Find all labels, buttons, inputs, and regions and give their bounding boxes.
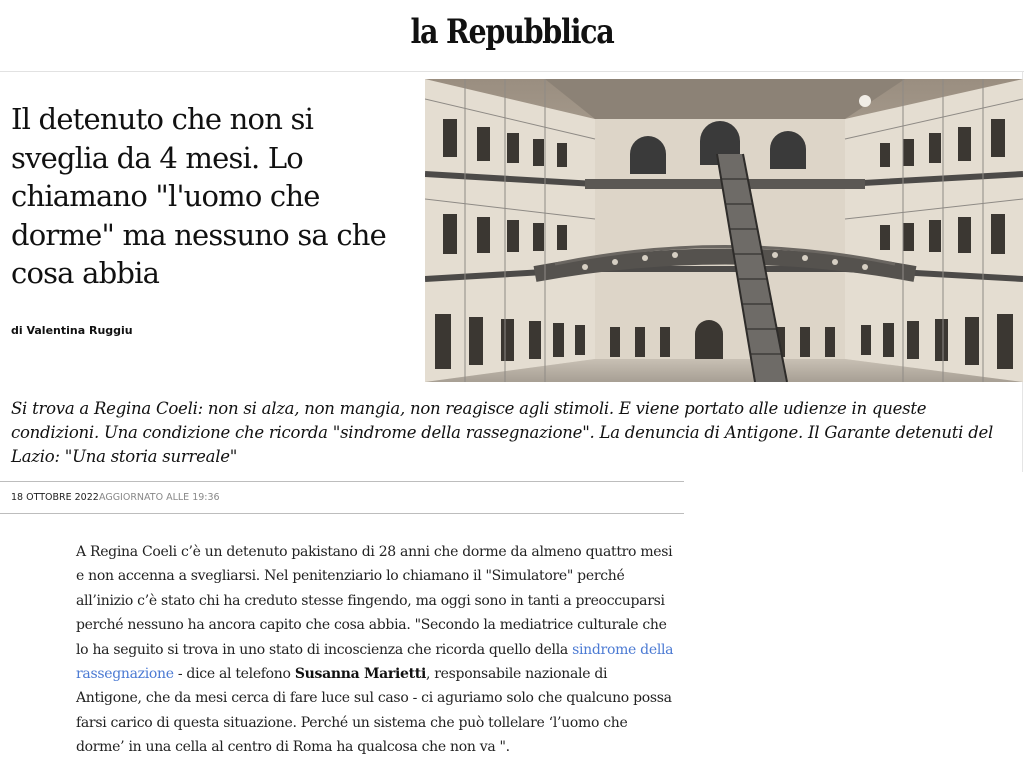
masthead	[0, 0, 1024, 72]
person-name: Susanna Marietti	[294, 666, 426, 683]
body-text: , responsabile nazionale di Antigone, che da mesi cerca di fare luce sul caso - ci aguriamo solo che qualcuno possa farsi carico di questa situazione. Perché un sistema che può tollelare ‘l’uomo che dorme’ in una cella al centro di Roma ha qualcosa che non va ".	[76, 666, 672, 756]
body-text: - dice al telefono	[173, 666, 295, 683]
article-meta	[0, 481, 684, 514]
site-logo[interactable]: la Repubblica	[410, 12, 614, 52]
article-body	[76, 540, 676, 760]
article-byline[interactable]: di Valentina Ruggiu	[11, 324, 133, 337]
body-text: A Regina Coeli c’è un detenuto pakistano di 28 anni che dorme da almeno quattro mesi e non accenna a svegliarsi. Nel penitenziario lo chiamano il "Simulatore" perché all’inizio c’è stato chi ha creduto stesse fingendo, ma oggi sono in tanti a preoccuparsi perché nessuno ha ancora capito che cosa abbia. "Secondo la mediatrice culturale che lo ha seguito si trova in uno stato di incoscienza che ricorda quello della	[76, 544, 673, 658]
article-headline: Il detenuto che non si sveglia da 4 mesi. Lo chiamano "l'uomo che dorme" ma nessuno sa che cosa abbia	[11, 102, 387, 290]
prison-interior-image	[425, 79, 1023, 382]
article-standfirst: Si trova a Regina Coeli: non si alza, non mangia, non reagisce agli stimoli. E viene portato alle udienze in queste condizioni. Una condizione che ricorda "sindrome della rassegnazione". La denuncia di Antigone. Il Garante detenuti del Lazio: "Una storia surreale"	[11, 399, 994, 466]
hero-image[interactable]	[425, 79, 1023, 382]
sindrome-link[interactable]: sindrome della rassegnazione	[76, 641, 674, 683]
publish-date: 18 OTTOBRE 2022	[11, 492, 99, 503]
updated-time: AGGIORNATO ALLE 19:36	[99, 492, 220, 503]
